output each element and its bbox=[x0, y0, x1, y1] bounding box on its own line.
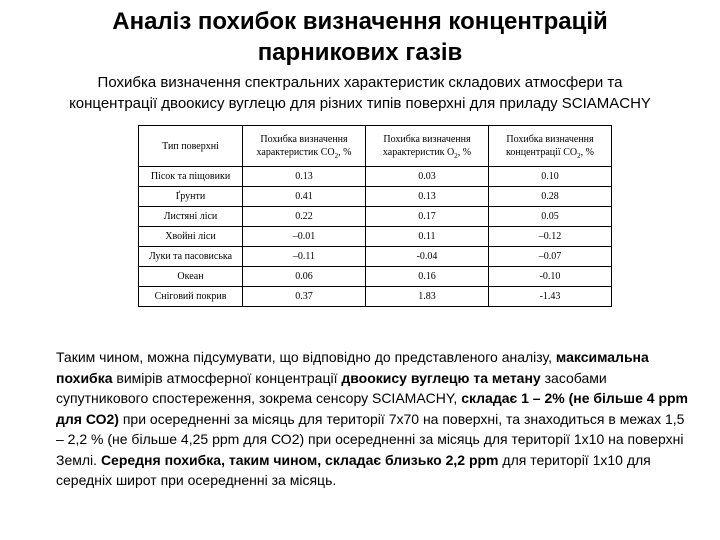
cell-co2-conc: –0.07 bbox=[489, 247, 612, 267]
cell-co2-char: 0.13 bbox=[243, 167, 366, 187]
header-co2-characteristics: Похибка визначення характеристик $CO_2$, % bbox=[243, 126, 366, 167]
table-row bbox=[139, 227, 612, 247]
header-surface-type: Тип поверхні bbox=[139, 126, 243, 167]
error-table bbox=[138, 125, 612, 307]
cell-co2-conc: 0.28 bbox=[489, 187, 612, 207]
cell-surface: Листяні ліси bbox=[139, 207, 243, 227]
page-title bbox=[40, 6, 680, 68]
summary-paragraph: Таким чином, можна підсумувати, що відповідно до представленого аналізу, максимальна похибка вимірів атмосферної концентрації двоокису вуглецю та метану засобами супутникового спостереження, зокрема сенсору SCIAMACHY, складає 1 – 2% (не більше 4 ppm для СО2) при осередненні за місяць для території 7х70 на поверхні, та знаходиться в межах 1,5 – 2,2 % (не більше 4,25 ppm для СО2) при осередненні за місяць для території 1х10 на поверхні Землі. Середня похибка, таким чином, складає близько 2,2 ppm для території 1х10 для середніх широт при осередненні за місяць. bbox=[56, 349, 689, 488]
cell-surface: Ґрунти bbox=[139, 187, 243, 207]
cell-co2-conc: -1.43 bbox=[489, 287, 612, 307]
table-row bbox=[139, 287, 612, 307]
cell-o2-char: 0.03 bbox=[366, 167, 489, 187]
title-line-1: Аналіз похибок визначення концентрацій bbox=[112, 8, 608, 35]
cell-o2-char: 0.11 bbox=[366, 227, 489, 247]
summary-bold-gases: двоокису вуглецю та метану bbox=[341, 369, 541, 386]
cell-co2-conc: 0.10 bbox=[489, 167, 612, 187]
cell-co2-conc: –0.12 bbox=[489, 227, 612, 247]
summary-bold-range: складає 1 – 2% (не більше 4 ppm для СО2) bbox=[56, 390, 689, 427]
table-row bbox=[139, 207, 612, 227]
cell-co2-char: 0.41 bbox=[243, 187, 366, 207]
cell-co2-conc: 0.05 bbox=[489, 207, 612, 227]
summary-bold-mean-error: Середня похибка, таким чином, складає близько 2,2 ppm bbox=[100, 451, 499, 468]
table-row bbox=[139, 167, 612, 187]
cell-surface: Пісок та піщовики bbox=[139, 167, 243, 187]
cell-co2-char: 0.22 bbox=[243, 207, 366, 227]
cell-o2-char: 0.16 bbox=[366, 267, 489, 287]
header-co2-concentration: Похибка визначення концентрації $CO_2$, % bbox=[489, 126, 612, 167]
cell-surface: Океан bbox=[139, 267, 243, 287]
cell-co2-char: –0.01 bbox=[243, 227, 366, 247]
cell-surface: Сніговий покрив bbox=[139, 287, 243, 307]
caption-line-1: Похибка визначення спектральних характеристик складових атмосфери та bbox=[97, 74, 623, 91]
cell-o2-char: -0.04 bbox=[366, 247, 489, 267]
cell-co2-conc: -0.10 bbox=[489, 267, 612, 287]
cell-o2-char: 0.17 bbox=[366, 207, 489, 227]
table-row bbox=[139, 187, 612, 207]
summary-bold-max-error: максимальна похибка bbox=[56, 349, 649, 386]
cell-co2-char: 0.37 bbox=[243, 287, 366, 307]
cell-o2-char: 0.13 bbox=[366, 187, 489, 207]
cell-co2-char: –0.11 bbox=[243, 247, 366, 267]
caption-line-2: концентрації двоокису вуглецю для різних типів поверхні для приладу SCIAMACHY bbox=[69, 95, 651, 112]
cell-co2-char: 0.06 bbox=[243, 267, 366, 287]
title-line-2: парникових газів bbox=[257, 39, 463, 66]
cell-o2-char: 1.83 bbox=[366, 287, 489, 307]
table-row bbox=[139, 247, 612, 267]
table-caption bbox=[40, 72, 680, 114]
cell-surface: Луки та пасовиська bbox=[139, 247, 243, 267]
table-header-row bbox=[139, 126, 612, 167]
cell-surface: Хвойні ліси bbox=[139, 227, 243, 247]
header-o2-characteristics: Похибка визначення характеристик $O_2$, % bbox=[366, 126, 489, 167]
table-row bbox=[139, 267, 612, 287]
